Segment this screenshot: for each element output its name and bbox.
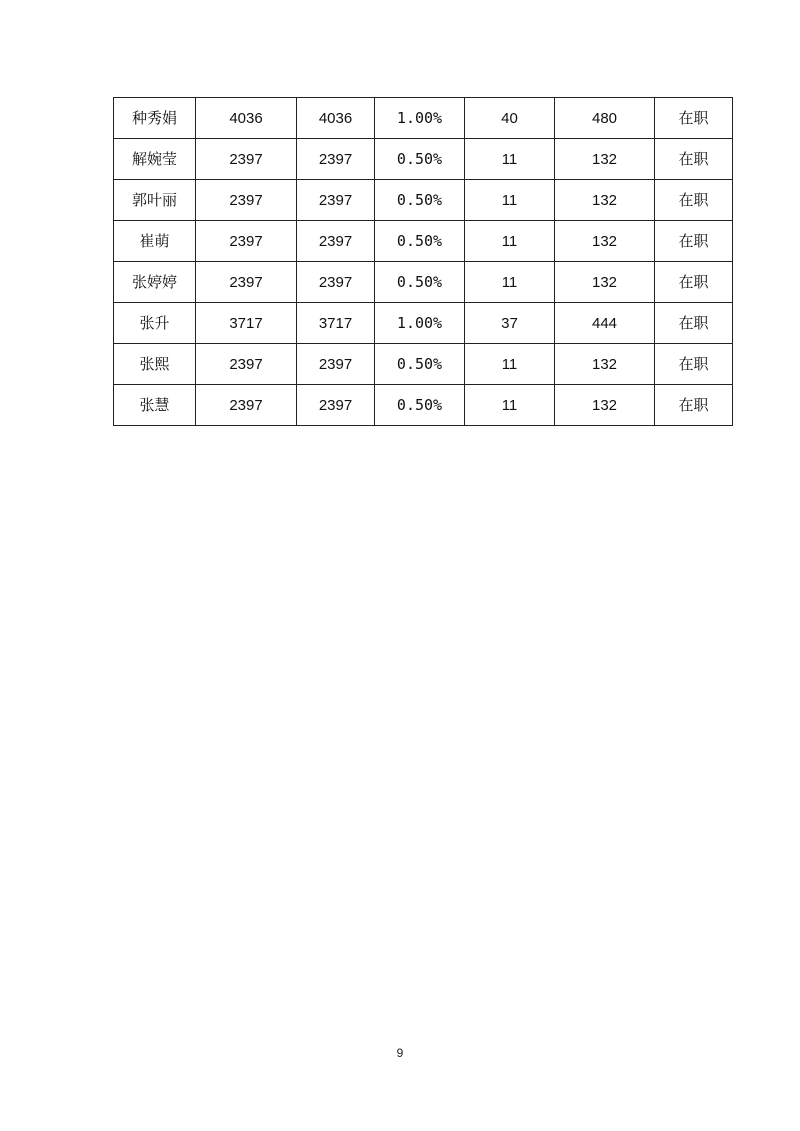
amount-cell: 11 bbox=[465, 221, 555, 262]
table-row bbox=[114, 385, 733, 426]
employee-table bbox=[113, 97, 733, 426]
annual-cell: 132 bbox=[555, 221, 655, 262]
amount-cell: 40 bbox=[465, 98, 555, 139]
base1-cell: 4036 bbox=[196, 98, 297, 139]
table-row bbox=[114, 262, 733, 303]
base1-cell: 2397 bbox=[196, 385, 297, 426]
table-row bbox=[114, 303, 733, 344]
rate-cell: 0.50% bbox=[375, 221, 465, 262]
amount-cell: 11 bbox=[465, 262, 555, 303]
amount-cell: 11 bbox=[465, 344, 555, 385]
status-cell: 在职 bbox=[655, 344, 733, 385]
name-cell: 种秀娟 bbox=[114, 98, 196, 139]
base2-cell: 2397 bbox=[297, 385, 375, 426]
table-row bbox=[114, 221, 733, 262]
status-cell: 在职 bbox=[655, 303, 733, 344]
annual-cell: 480 bbox=[555, 98, 655, 139]
rate-cell: 0.50% bbox=[375, 385, 465, 426]
base1-cell: 3717 bbox=[196, 303, 297, 344]
annual-cell: 132 bbox=[555, 180, 655, 221]
rate-cell: 1.00% bbox=[375, 98, 465, 139]
amount-cell: 37 bbox=[465, 303, 555, 344]
status-cell: 在职 bbox=[655, 262, 733, 303]
name-cell: 郭叶丽 bbox=[114, 180, 196, 221]
annual-cell: 132 bbox=[555, 262, 655, 303]
name-cell: 张熙 bbox=[114, 344, 196, 385]
annual-cell: 132 bbox=[555, 139, 655, 180]
annual-cell: 132 bbox=[555, 344, 655, 385]
table-body bbox=[114, 98, 733, 426]
base2-cell: 2397 bbox=[297, 180, 375, 221]
status-cell: 在职 bbox=[655, 98, 733, 139]
amount-cell: 11 bbox=[465, 180, 555, 221]
name-cell: 崔萌 bbox=[114, 221, 196, 262]
base2-cell: 2397 bbox=[297, 139, 375, 180]
name-cell: 张慧 bbox=[114, 385, 196, 426]
rate-cell: 1.00% bbox=[375, 303, 465, 344]
base1-cell: 2397 bbox=[196, 344, 297, 385]
base2-cell: 2397 bbox=[297, 262, 375, 303]
status-cell: 在职 bbox=[655, 221, 733, 262]
table-row bbox=[114, 139, 733, 180]
base1-cell: 2397 bbox=[196, 262, 297, 303]
rate-cell: 0.50% bbox=[375, 139, 465, 180]
name-cell: 张升 bbox=[114, 303, 196, 344]
table-row bbox=[114, 98, 733, 139]
base2-cell: 2397 bbox=[297, 221, 375, 262]
base1-cell: 2397 bbox=[196, 139, 297, 180]
name-cell: 张婷婷 bbox=[114, 262, 196, 303]
base2-cell: 2397 bbox=[297, 344, 375, 385]
rate-cell: 0.50% bbox=[375, 262, 465, 303]
status-cell: 在职 bbox=[655, 180, 733, 221]
annual-cell: 132 bbox=[555, 385, 655, 426]
amount-cell: 11 bbox=[465, 139, 555, 180]
rate-cell: 0.50% bbox=[375, 180, 465, 221]
base1-cell: 2397 bbox=[196, 221, 297, 262]
base1-cell: 2397 bbox=[196, 180, 297, 221]
status-cell: 在职 bbox=[655, 139, 733, 180]
table-row bbox=[114, 180, 733, 221]
status-cell: 在职 bbox=[655, 385, 733, 426]
page-number: 9 bbox=[396, 1046, 404, 1060]
table-row bbox=[114, 344, 733, 385]
base2-cell: 4036 bbox=[297, 98, 375, 139]
base2-cell: 3717 bbox=[297, 303, 375, 344]
amount-cell: 11 bbox=[465, 385, 555, 426]
annual-cell: 444 bbox=[555, 303, 655, 344]
rate-cell: 0.50% bbox=[375, 344, 465, 385]
name-cell: 解婉莹 bbox=[114, 139, 196, 180]
